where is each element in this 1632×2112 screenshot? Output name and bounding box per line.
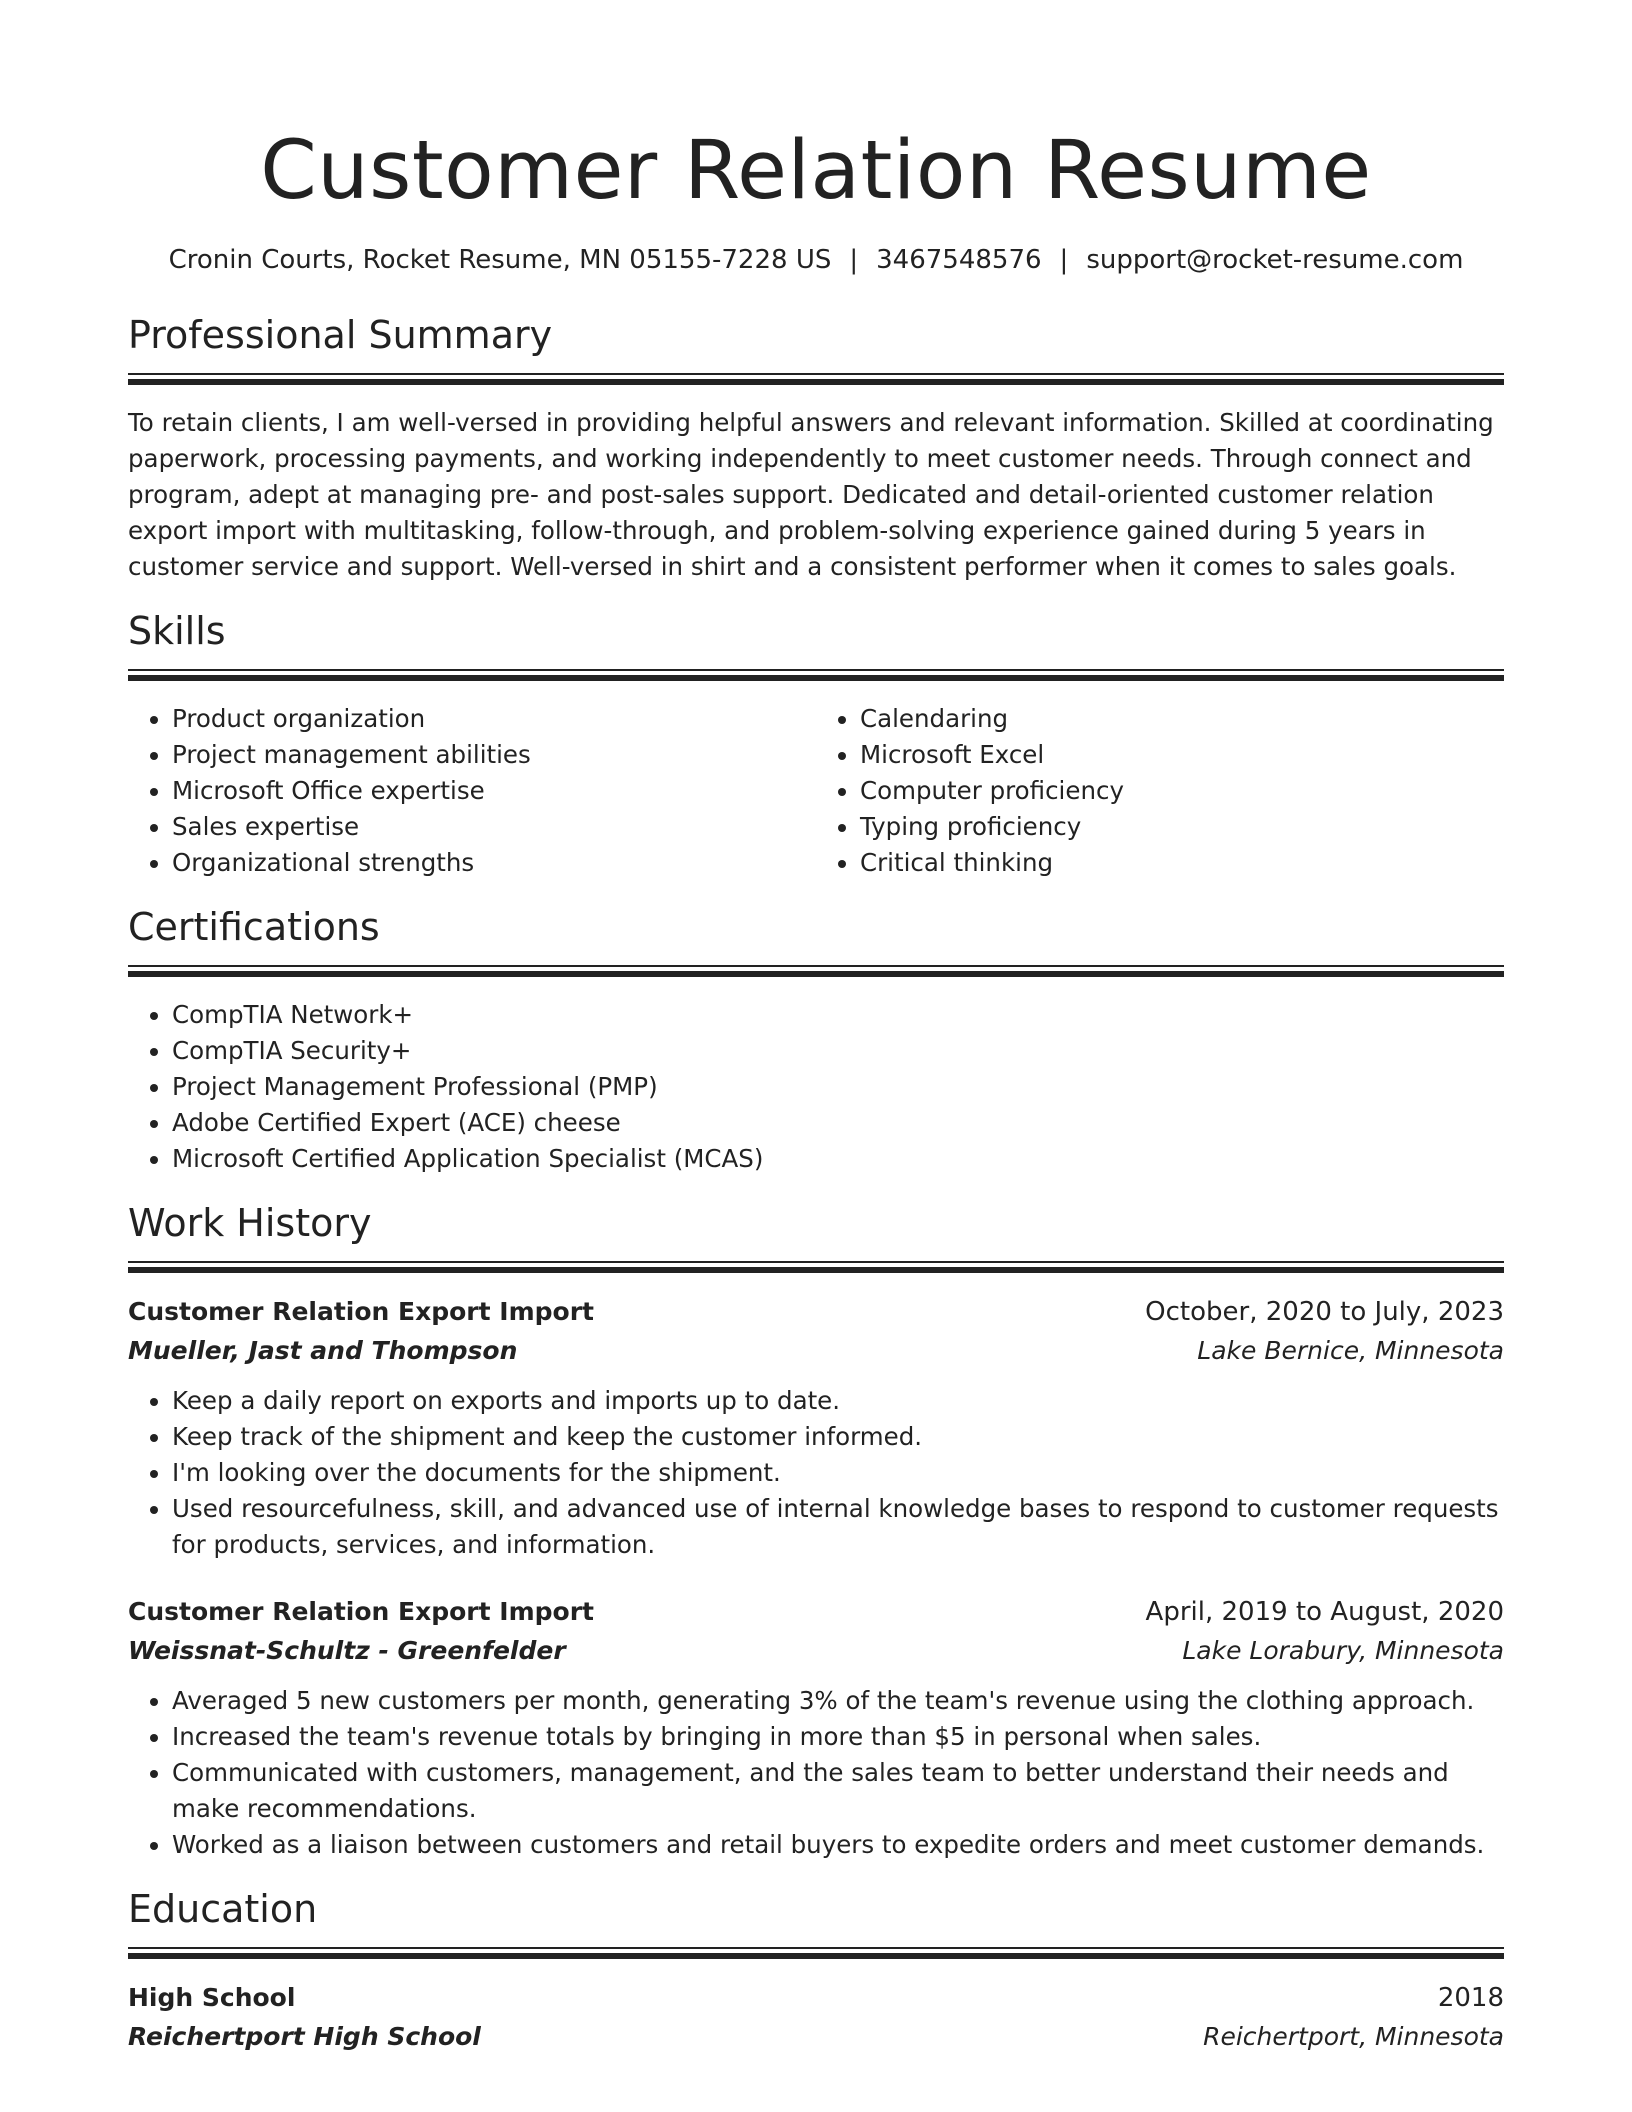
job-subheader	[128, 1631, 1504, 1671]
job-bullet: • Worked as a liaison between customers and retail buyers to expedite orders and meet customer demands.	[172, 1827, 1504, 1863]
skills-columns	[128, 701, 1504, 881]
job-bullets	[128, 1383, 1504, 1563]
skills-list-right	[816, 701, 1504, 881]
job-bullet: • Keep track of the shipment and keep the customer informed.	[172, 1419, 1504, 1455]
job-bullet: • Averaged 5 new customers per month, generating 3% of the team's revenue using the clothing approach.	[172, 1683, 1504, 1719]
resume-title: Customer Relation Resume	[260, 124, 1372, 218]
job-location: Lake Lorabury, Minnesota	[1182, 1636, 1504, 1665]
contact-email: support@rocket-resume.com	[1086, 245, 1464, 275]
job-title: Customer Relation Export Import	[128, 1597, 594, 1626]
skill-item: • Typing proficiency	[860, 809, 1504, 845]
job-header	[128, 1593, 1504, 1631]
section-title-work-history: Work History	[128, 1201, 372, 1245]
job-dates: October, 2020 to July, 2023	[1145, 1297, 1504, 1327]
section-title-certifications: Certifications	[128, 905, 380, 949]
section-title-summary: Professional Summary	[128, 313, 553, 357]
skills-right-column	[816, 701, 1504, 881]
job-bullet: • Keep a daily report on exports and imports up to date.	[172, 1383, 1504, 1419]
education-section	[128, 1885, 1504, 2057]
section-divider	[128, 1261, 1504, 1273]
skill-item: • Product organization	[172, 701, 816, 737]
contact-line	[128, 242, 1504, 278]
section-title-education: Education	[128, 1887, 318, 1931]
skill-item: • Sales expertise	[172, 809, 816, 845]
summary-text: To retain clients, I am well-versed in providing helpful answers and relevant information. Skilled at coordinating paperwork, processing payments, and working independently to meet customer needs. Through connect and program, adept at managing pre- and post-sales support. Dedicated and detail-oriented customer relation export import with multitasking, follow-through, and problem-solving experience gained during 5 years in customer service and support. Well-versed in shirt and a consistent performer when it comes to sales goals.	[128, 408, 1494, 581]
certification-item: • Project Management Professional (PMP)	[172, 1069, 1504, 1105]
job-entry	[128, 1293, 1504, 1563]
job-bullet: • I'm looking over the documents for the shipment.	[172, 1455, 1504, 1491]
contact-separator: |	[1059, 245, 1069, 275]
job-bullet: • Increased the team's revenue totals by bringing in more than $5 in personal when sales.	[172, 1719, 1504, 1755]
job-title: Customer Relation Export Import	[128, 1297, 594, 1326]
skill-item: • Project management abilities	[172, 737, 816, 773]
job-subheader	[128, 1331, 1504, 1371]
work-history-section	[128, 1199, 1504, 1863]
summary-section	[128, 311, 1504, 585]
education-subheader	[128, 2017, 1504, 2057]
job-bullets	[128, 1683, 1504, 1863]
section-divider	[128, 965, 1504, 977]
job-company: Mueller, Jast and Thompson	[128, 1336, 518, 1365]
contact-phone: 3467548576	[876, 245, 1042, 275]
job-company: Weissnat-Schultz - Greenfelder	[128, 1636, 566, 1665]
skills-section	[128, 607, 1504, 881]
section-divider	[128, 373, 1504, 385]
certification-item: • CompTIA Security+	[172, 1033, 1504, 1069]
skills-list-left	[128, 701, 816, 881]
skill-item: • Calendaring	[860, 701, 1504, 737]
skill-item: • Microsoft Excel	[860, 737, 1504, 773]
certification-item: • Adobe Certified Expert (ACE) cheese	[172, 1105, 1504, 1141]
certification-item: • Microsoft Certified Application Specialist (MCAS)	[172, 1141, 1504, 1177]
section-title-skills: Skills	[128, 609, 226, 653]
section-divider	[128, 1947, 1504, 1959]
skill-item: • Critical thinking	[860, 845, 1504, 881]
certification-item: • CompTIA Network+	[172, 997, 1504, 1033]
job-header	[128, 1293, 1504, 1331]
job-bullet: • Used resourcefulness, skill, and advanced use of internal knowledge bases to respond to customer requests for products, services, and information.	[172, 1491, 1504, 1563]
education-school: Reichertport High School	[128, 2022, 481, 2051]
education-degree: High School	[128, 1983, 296, 2012]
job-location: Lake Bernice, Minnesota	[1197, 1336, 1504, 1365]
education-header	[128, 1979, 1504, 2017]
education-year: 2018	[1437, 1983, 1504, 2013]
section-divider	[128, 669, 1504, 681]
education-location: Reichertport, Minnesota	[1203, 2022, 1504, 2051]
skill-item: • Computer proficiency	[860, 773, 1504, 809]
skill-item: • Organizational strengths	[172, 845, 816, 881]
certifications-list	[128, 997, 1504, 1177]
contact-separator: |	[849, 245, 859, 275]
job-entry	[128, 1593, 1504, 1863]
skill-item: • Microsoft Office expertise	[172, 773, 816, 809]
job-dates: April, 2019 to August, 2020	[1145, 1597, 1504, 1627]
job-bullet: • Communicated with customers, management, and the sales team to better understand their needs and make recommendations.	[172, 1755, 1504, 1827]
contact-address: Cronin Courts, Rocket Resume, MN 05155-7228 US	[168, 245, 832, 275]
skills-left-column	[128, 701, 816, 881]
certifications-section	[128, 903, 1504, 1177]
